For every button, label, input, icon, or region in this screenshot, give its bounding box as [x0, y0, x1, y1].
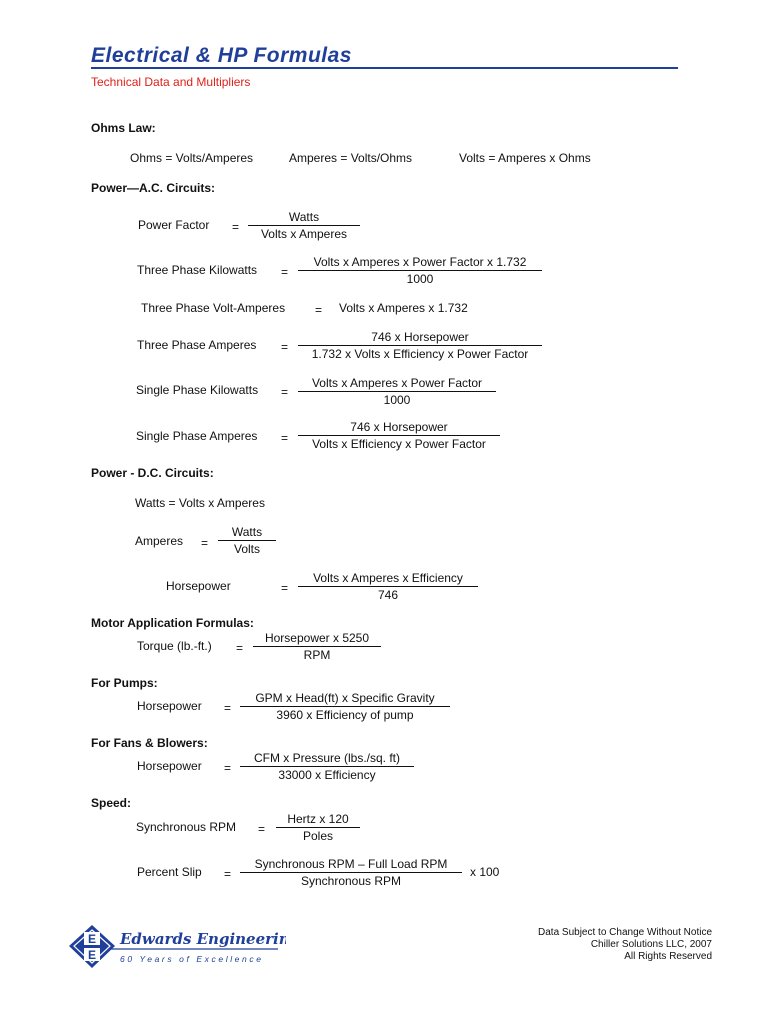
fans-horsepower-fraction	[240, 751, 414, 782]
numerator: 746 x Horsepower	[371, 330, 469, 344]
percent-slip-label: Percent Slip	[137, 865, 202, 879]
numerator: Synchronous RPM – Full Load RPM	[254, 857, 448, 871]
equals-sign: =	[224, 867, 232, 881]
denominator: Volts x Amperes	[260, 227, 348, 241]
logo-letter-bottom: E	[87, 948, 97, 962]
equals-sign: =	[201, 536, 209, 550]
denominator: 33000 x Efficiency	[278, 768, 376, 782]
single-phase-amps-fraction	[298, 420, 500, 451]
equals-sign: =	[281, 265, 289, 279]
pumps-heading: For Pumps:	[91, 676, 158, 690]
numerator: Watts	[288, 210, 320, 224]
equals-sign: =	[258, 822, 266, 836]
single-phase-amps-label: Single Phase Amperes	[136, 429, 258, 443]
numerator: Volts x Amperes x Power Factor x 1.732	[313, 255, 527, 269]
denominator: 746	[377, 588, 399, 602]
single-phase-kw-fraction	[298, 376, 496, 407]
numerator: GPM x Head(ft) x Specific Gravity	[255, 691, 435, 705]
equals-sign: =	[232, 220, 240, 234]
synchronous-rpm-label: Synchronous RPM	[136, 820, 237, 834]
denominator: 1000	[406, 272, 434, 286]
numerator: Volts x Amperes x Efficiency	[313, 571, 463, 585]
equals-sign: =	[224, 761, 232, 775]
three-phase-amps-label: Three Phase Amperes	[137, 338, 257, 352]
ohms-formula: Ohms = Volts/Amperes	[130, 151, 254, 165]
logo-company-name: Edwards Engineering	[120, 930, 286, 948]
single-phase-kw-label: Single Phase Kilowatts	[136, 383, 259, 397]
equals-sign: =	[281, 385, 289, 399]
equals-sign: =	[315, 303, 323, 317]
dc-amperes-fraction	[218, 525, 276, 556]
synchronous-rpm-fraction	[276, 812, 360, 843]
dc-amperes-label: Amperes	[135, 534, 184, 548]
denominator: Synchronous RPM	[300, 874, 402, 888]
logo-tagline: 60 Years of Excellence	[120, 954, 264, 964]
volts-formula: Volts = Amperes x Ohms	[459, 151, 591, 165]
footer-rights: All Rights Reserved	[624, 951, 712, 962]
three-phase-va-value: Volts x Amperes x 1.732	[339, 301, 468, 315]
three-phase-va-label: Three Phase Volt-Amperes	[141, 301, 286, 315]
equals-sign: =	[236, 641, 244, 655]
numerator: Hertz x 120	[287, 812, 349, 826]
numerator: Watts	[231, 525, 263, 539]
numerator: Horsepower x 5250	[264, 631, 370, 645]
dc-horsepower-fraction	[298, 571, 478, 602]
torque-label: Torque (lb.-ft.)	[137, 639, 212, 653]
watts-formula: Watts = Volts x Amperes	[135, 496, 265, 510]
equals-sign: =	[224, 701, 232, 715]
pumps-horsepower-fraction	[240, 691, 450, 722]
denominator: 1000	[383, 393, 411, 407]
fans-horsepower-label: Horsepower	[137, 759, 202, 773]
denominator: 1.732 x Volts x Efficiency x Power Factor	[311, 347, 529, 361]
percent-slip-fraction	[240, 857, 462, 888]
pumps-horsepower-label: Horsepower	[137, 699, 202, 713]
numerator: CFM x Pressure (lbs./sq. ft)	[253, 751, 401, 765]
equals-sign: =	[281, 431, 289, 445]
speed-heading: Speed:	[91, 796, 132, 810]
denominator: Volts x Efficiency x Power Factor	[312, 437, 486, 451]
page-title: Electrical & HP Formulas	[91, 44, 352, 67]
torque-fraction	[253, 631, 381, 662]
title-rule	[91, 67, 678, 69]
company-logo	[66, 922, 286, 977]
three-phase-kw-label: Three Phase Kilowatts	[137, 263, 258, 277]
ac-circuits-heading: Power—A.C. Circuits:	[91, 181, 216, 195]
numerator: Volts x Amperes x Power Factor	[311, 376, 483, 390]
denominator: RPM	[303, 648, 331, 662]
page-subtitle: Technical Data and Multipliers	[91, 75, 251, 89]
amperes-formula: Amperes = Volts/Ohms	[289, 151, 413, 165]
numerator: 746 x Horsepower	[350, 420, 448, 434]
three-phase-amps-fraction	[298, 330, 542, 361]
three-phase-kw-fraction	[298, 255, 542, 286]
dc-horsepower-label: Horsepower	[166, 579, 231, 593]
denominator: 3960 x Efficiency of pump	[276, 708, 414, 722]
denominator: Volts	[233, 542, 260, 556]
equals-sign: =	[281, 581, 289, 595]
fans-heading: For Fans & Blowers:	[91, 736, 208, 750]
denominator: Poles	[302, 829, 334, 843]
footer-company: Chiller Solutions LLC, 2007	[590, 939, 712, 950]
power-factor-fraction	[248, 210, 360, 241]
footer-notice: Data Subject to Change Without Notice	[538, 927, 712, 938]
logo-letter-top: E	[87, 932, 97, 946]
percent-slip-multiplier: x 100	[470, 865, 500, 879]
ohms-law-heading: Ohms Law:	[91, 121, 156, 135]
dc-circuits-heading: Power - D.C. Circuits:	[91, 466, 214, 480]
motor-formulas-heading: Motor Application Formulas:	[91, 616, 254, 630]
power-factor-label: Power Factor	[138, 218, 210, 232]
equals-sign: =	[281, 340, 289, 354]
